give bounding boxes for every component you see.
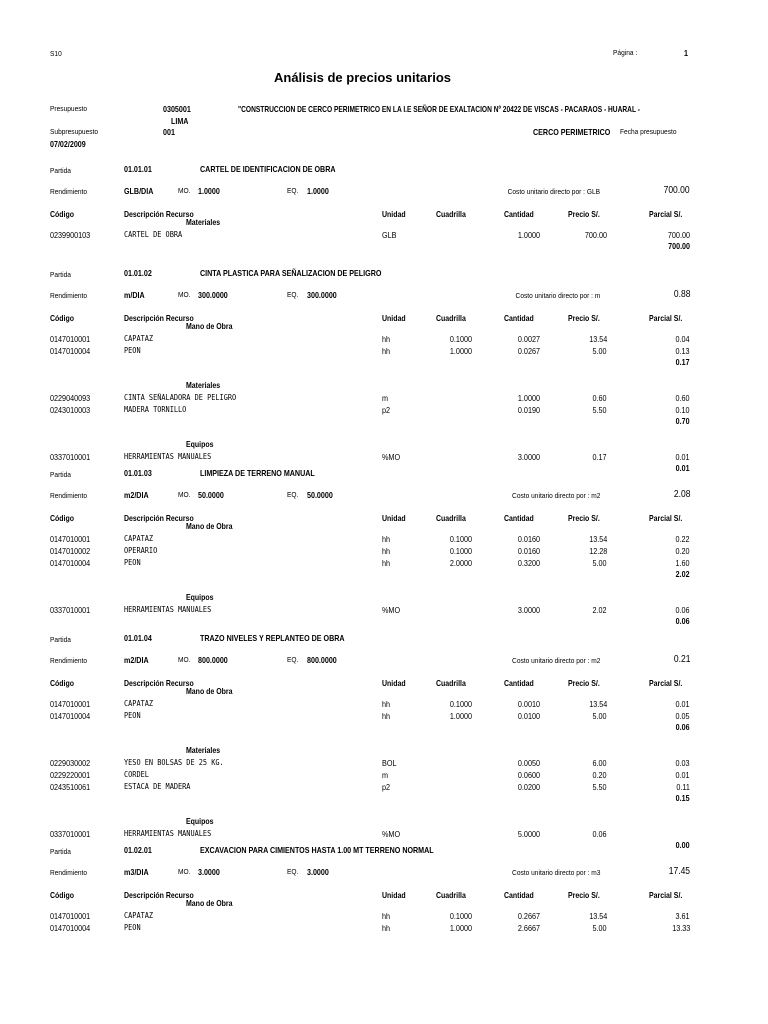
rendimiento-unit: m/DIA (124, 290, 145, 300)
eq-label: EQ. (287, 655, 299, 664)
col-codigo: Código (50, 313, 75, 323)
group-header: Materiales (186, 217, 221, 227)
partida-code: 01.02.01 (124, 845, 152, 855)
row-parcial: 0.01 (675, 770, 690, 780)
row-code: 0229030002 (50, 758, 91, 768)
row-precio: 5.50 (592, 405, 607, 415)
col-unidad: Unidad (382, 513, 406, 523)
mo-value: 50.0000 (198, 490, 224, 500)
row-precio: 13.54 (588, 911, 607, 921)
row-description: MADERA TORNILLO (124, 405, 187, 414)
col-cuadrilla: Cuadrilla (435, 890, 466, 900)
col-precio: Precio S/. (568, 209, 601, 219)
row-code: 0337010001 (50, 829, 91, 839)
group-subtotal: 0.15 (676, 793, 690, 803)
col-unidad: Unidad (382, 678, 406, 688)
costo-unitario-label: Costo unitario directo por : m3 (511, 868, 600, 877)
row-unit: p2 (382, 405, 391, 415)
row-cuadrilla: 1.0000 (449, 346, 472, 356)
partida-label: Partida (50, 470, 71, 479)
row-precio: 700.00 (584, 230, 607, 240)
page-label: Página : (613, 48, 638, 57)
col-precio: Precio S/. (568, 678, 601, 688)
row-unit: hh (382, 334, 391, 344)
partida-name: LIMPIEZA DE TERRENO MANUAL (200, 468, 315, 478)
rendimiento-label: Rendimiento (50, 868, 88, 877)
rendimiento-unit: m2/DIA (124, 655, 149, 665)
row-code: 0147010001 (50, 334, 91, 344)
row-cantidad: 0.3200 (517, 558, 540, 568)
subpresupuesto-label: Subpresupuesto (50, 127, 99, 136)
row-parcial: 0.60 (675, 393, 690, 403)
col-cantidad: Cantidad (503, 890, 534, 900)
row-cantidad: 0.0190 (517, 405, 540, 415)
row-description: YESO EN BOLSAS DE 25 KG. (124, 758, 224, 767)
row-parcial: 0.11 (676, 782, 690, 792)
row-unit: m (382, 393, 389, 403)
row-description: CARTEL DE OBRA (124, 230, 183, 239)
row-precio: 5.00 (592, 558, 607, 568)
mo-label: MO. (178, 867, 191, 876)
presupuesto-label: Presupuesto (50, 104, 88, 113)
row-precio: 5.50 (592, 782, 607, 792)
col-descripcion: Descripción Recurso (124, 678, 194, 688)
row-parcial: 0.01 (675, 452, 690, 462)
partida-label: Partida (50, 635, 71, 644)
rendimiento-label: Rendimiento (50, 291, 88, 300)
row-parcial: 0.22 (675, 534, 690, 544)
row-description: CORDEL (124, 770, 149, 779)
mo-label: MO. (178, 290, 191, 299)
costo-unitario-value: 700.00 (663, 185, 690, 196)
row-unit: GLB (382, 230, 397, 240)
col-unidad: Unidad (382, 209, 406, 219)
mo-label: MO. (178, 186, 191, 195)
row-precio: 0.60 (592, 393, 607, 403)
col-cantidad: Cantidad (503, 513, 534, 523)
presupuesto-name-cont: LIMA (171, 116, 189, 126)
presupuesto-name: "CONSTRUCCION DE CERCO PERIMETRICO EN LA I.E SEÑOR DE EXALTACION Nº 20422 DE VISCAS - PACARAOS - HUARAL - (238, 104, 640, 114)
subpresupuesto-name: CERCO PERIMETRICO (533, 127, 611, 137)
row-cuadrilla: 0.1000 (449, 334, 472, 344)
group-subtotal: 0.01 (676, 463, 690, 473)
row-code: 0243010003 (50, 405, 91, 415)
row-code: 0229040093 (50, 393, 91, 403)
rendimiento-label: Rendimiento (50, 491, 88, 500)
costo-unitario-value: 2.08 (673, 489, 690, 500)
row-code: 0147010002 (50, 546, 91, 556)
row-parcial: 0.20 (675, 546, 690, 556)
row-unit: hh (382, 911, 391, 921)
subpresupuesto-code: 001 (163, 127, 175, 137)
row-code: 0239900103 (50, 230, 91, 240)
row-code: 0147010004 (50, 711, 91, 721)
col-parcial: Parcial S/. (649, 890, 683, 900)
row-cantidad: 0.0160 (517, 546, 540, 556)
row-unit: %MO (382, 605, 401, 615)
costo-unitario-value: 17.45 (668, 866, 690, 877)
row-description: CAPATAZ (124, 911, 154, 920)
row-parcial: 0.13 (675, 346, 690, 356)
costo-unitario-label: Costo unitario directo por : m2 (511, 491, 600, 500)
row-cuadrilla: 2.0000 (449, 558, 472, 568)
partida-name: TRAZO NIVELES Y REPLANTEO DE OBRA (200, 633, 345, 643)
col-precio: Precio S/. (568, 513, 601, 523)
row-cantidad: 3.0000 (517, 605, 540, 615)
row-cantidad: 1.0000 (517, 230, 540, 240)
col-codigo: Código (50, 678, 75, 688)
row-precio: 13.54 (588, 699, 607, 709)
row-unit: hh (382, 546, 391, 556)
row-cantidad: 0.0010 (517, 699, 540, 709)
eq-label: EQ. (287, 490, 299, 499)
row-code: 0147010004 (50, 346, 91, 356)
col-descripcion: Descripción Recurso (124, 209, 194, 219)
row-cantidad: 1.0000 (517, 393, 540, 403)
row-description: CAPATAZ (124, 699, 154, 708)
group-header: Mano de Obra (186, 686, 233, 696)
row-precio: 0.06 (592, 829, 607, 839)
row-description: CAPATAZ (124, 534, 154, 543)
partida-name: CARTEL DE IDENTIFICACION DE OBRA (200, 164, 336, 174)
row-cantidad: 3.0000 (517, 452, 540, 462)
row-precio: 5.00 (592, 346, 607, 356)
group-subtotal: 0.70 (676, 416, 690, 426)
row-code: 0147010001 (50, 911, 91, 921)
eq-value: 800.0000 (307, 655, 337, 665)
fecha-label: Fecha presupuesto (620, 127, 677, 136)
col-precio: Precio S/. (568, 890, 601, 900)
col-codigo: Código (50, 209, 75, 219)
col-codigo: Código (50, 513, 75, 523)
col-codigo: Código (50, 890, 75, 900)
row-code: 0147010004 (50, 923, 91, 933)
col-parcial: Parcial S/. (649, 313, 683, 323)
row-precio: 13.54 (588, 534, 607, 544)
col-unidad: Unidad (382, 313, 406, 323)
costo-unitario-value: 0.88 (673, 289, 690, 300)
row-precio: 5.00 (592, 923, 607, 933)
partida-label: Partida (50, 166, 71, 175)
row-cuadrilla: 1.0000 (449, 711, 472, 721)
group-header: Materiales (186, 380, 221, 390)
fecha-value: 07/02/2009 (50, 139, 86, 149)
row-precio: 0.17 (592, 452, 607, 462)
row-unit: hh (382, 534, 391, 544)
row-unit: %MO (382, 829, 401, 839)
row-precio: 5.00 (592, 711, 607, 721)
group-header: Equipos (186, 816, 214, 826)
eq-value: 3.0000 (307, 867, 329, 877)
row-description: HERRAMIENTAS MANUALES (124, 452, 212, 461)
col-descripcion: Descripción Recurso (124, 513, 194, 523)
row-parcial: 0.04 (675, 334, 690, 344)
report-code: S10 (50, 49, 62, 58)
mo-value: 3.0000 (198, 867, 220, 877)
row-unit: p2 (382, 782, 391, 792)
group-header: Equipos (186, 439, 214, 449)
group-subtotal: 0.00 (676, 840, 690, 850)
row-description: ESTACA DE MADERA (124, 782, 191, 791)
rendimiento-unit: GLB/DIA (124, 186, 154, 196)
row-unit: hh (382, 346, 391, 356)
row-parcial: 13.33 (671, 923, 690, 933)
row-cuadrilla: 1.0000 (449, 923, 472, 933)
row-code: 0147010001 (50, 699, 91, 709)
partida-label: Partida (50, 270, 71, 279)
row-unit: m (382, 770, 389, 780)
row-description: CAPATAZ (124, 334, 154, 343)
row-unit: BOL (382, 758, 397, 768)
row-description: PEON (124, 923, 141, 932)
col-descripcion: Descripción Recurso (124, 890, 194, 900)
group-header: Materiales (186, 745, 221, 755)
row-precio: 6.00 (592, 758, 607, 768)
col-cantidad: Cantidad (503, 209, 534, 219)
partida-code: 01.01.03 (124, 468, 152, 478)
presupuesto-code: 0305001 (163, 104, 191, 114)
eq-value: 300.0000 (307, 290, 337, 300)
row-parcial: 0.06 (675, 605, 690, 615)
row-unit: %MO (382, 452, 401, 462)
page-number: 1 (684, 48, 688, 58)
row-description: PEON (124, 558, 141, 567)
row-parcial: 0.03 (675, 758, 690, 768)
col-cuadrilla: Cuadrilla (435, 313, 466, 323)
group-header: Mano de Obra (186, 321, 233, 331)
group-header: Mano de Obra (186, 898, 233, 908)
mo-value: 1.0000 (198, 186, 220, 196)
mo-label: MO. (178, 655, 191, 664)
row-code: 0337010001 (50, 605, 91, 615)
group-subtotal: 2.02 (676, 569, 690, 579)
eq-label: EQ. (287, 186, 299, 195)
row-unit: hh (382, 711, 391, 721)
group-subtotal: 0.06 (676, 722, 690, 732)
row-description: PEON (124, 346, 141, 355)
rendimiento-unit: m2/DIA (124, 490, 149, 500)
costo-unitario-label: Costo unitario directo por : m (515, 291, 600, 300)
row-parcial: 0.10 (675, 405, 690, 415)
eq-label: EQ. (287, 290, 299, 299)
row-cantidad: 0.0200 (517, 782, 540, 792)
row-parcial: 0.01 (675, 699, 690, 709)
rendimiento-unit: m3/DIA (124, 867, 149, 877)
col-unidad: Unidad (382, 890, 406, 900)
row-unit: hh (382, 699, 391, 709)
row-cuadrilla: 0.1000 (449, 546, 472, 556)
row-cuadrilla: 0.1000 (449, 911, 472, 921)
row-parcial: 3.61 (675, 911, 690, 921)
col-parcial: Parcial S/. (649, 209, 683, 219)
row-cantidad: 0.0027 (517, 334, 540, 344)
row-precio: 12.28 (588, 546, 607, 556)
page-title: Análisis de precios unitarios (274, 70, 451, 85)
partida-name: EXCAVACION PARA CIMIENTOS HASTA 1.00 MT TERRENO NORMAL (200, 845, 434, 855)
row-description: CINTA SEÑALADORA DE PELIGRO (124, 393, 237, 402)
row-precio: 0.20 (592, 770, 607, 780)
row-code: 0337010001 (50, 452, 91, 462)
rendimiento-label: Rendimiento (50, 187, 88, 196)
rendimiento-label: Rendimiento (50, 656, 88, 665)
eq-label: EQ. (287, 867, 299, 876)
partida-code: 01.01.04 (124, 633, 152, 643)
col-precio: Precio S/. (568, 313, 601, 323)
row-cantidad: 2.6667 (517, 923, 540, 933)
col-cantidad: Cantidad (503, 678, 534, 688)
row-cantidad: 0.0160 (517, 534, 540, 544)
mo-value: 800.0000 (198, 655, 228, 665)
row-cantidad: 0.0100 (517, 711, 540, 721)
row-precio: 2.02 (592, 605, 607, 615)
row-code: 0243510061 (50, 782, 91, 792)
partida-code: 01.01.01 (124, 164, 152, 174)
group-subtotal: 0.17 (676, 357, 690, 367)
mo-label: MO. (178, 490, 191, 499)
col-cantidad: Cantidad (503, 313, 534, 323)
row-code: 0147010001 (50, 534, 91, 544)
row-parcial: 700.00 (667, 230, 690, 240)
row-code: 0229220001 (50, 770, 91, 780)
group-subtotal: 0.06 (676, 616, 690, 626)
eq-value: 1.0000 (307, 186, 329, 196)
row-description: HERRAMIENTAS MANUALES (124, 829, 212, 838)
row-parcial: 1.60 (675, 558, 690, 568)
row-cantidad: 5.0000 (517, 829, 540, 839)
row-cantidad: 0.0050 (517, 758, 540, 768)
row-cuadrilla: 0.1000 (449, 534, 472, 544)
row-description: HERRAMIENTAS MANUALES (124, 605, 212, 614)
row-unit: hh (382, 558, 391, 568)
partida-code: 01.01.02 (124, 268, 152, 278)
row-cantidad: 0.0267 (517, 346, 540, 356)
mo-value: 300.0000 (198, 290, 228, 300)
col-cuadrilla: Cuadrilla (435, 678, 466, 688)
row-code: 0147010004 (50, 558, 91, 568)
row-cantidad: 0.2667 (517, 911, 540, 921)
col-parcial: Parcial S/. (649, 678, 683, 688)
col-cuadrilla: Cuadrilla (435, 513, 466, 523)
row-unit: hh (382, 923, 391, 933)
costo-unitario-value: 0.21 (673, 654, 690, 665)
row-cantidad: 0.0600 (517, 770, 540, 780)
row-description: OPERARIO (124, 546, 158, 555)
costo-unitario-label: Costo unitario directo por : m2 (511, 656, 600, 665)
row-precio: 13.54 (588, 334, 607, 344)
partida-label: Partida (50, 847, 71, 856)
col-cuadrilla: Cuadrilla (435, 209, 466, 219)
col-descripcion: Descripción Recurso (124, 313, 194, 323)
group-header: Mano de Obra (186, 521, 233, 531)
costo-unitario-label: Costo unitario directo por : GLB (507, 187, 600, 196)
group-header: Equipos (186, 592, 214, 602)
group-subtotal: 700.00 (668, 241, 690, 251)
eq-value: 50.0000 (307, 490, 333, 500)
col-parcial: Parcial S/. (649, 513, 683, 523)
row-cuadrilla: 0.1000 (449, 699, 472, 709)
row-description: PEON (124, 711, 141, 720)
partida-name: CINTA PLASTICA PARA SEÑALIZACION DE PELIGRO (200, 268, 382, 278)
row-parcial: 0.05 (675, 711, 690, 721)
